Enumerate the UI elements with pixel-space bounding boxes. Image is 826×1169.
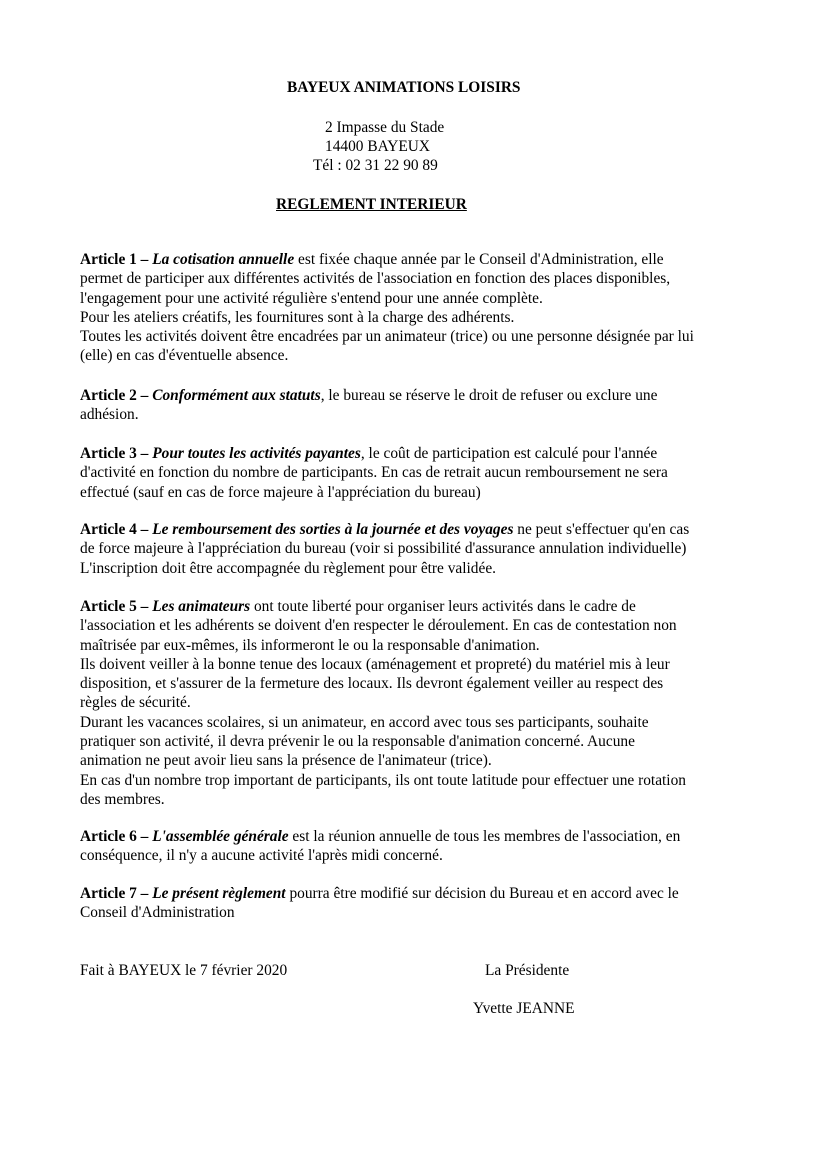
article-4 [80, 520, 750, 578]
article-line: Ils doivent veiller à la bonne tenue des locaux (aménagement et propreté) du matériel mis à leur [80, 655, 670, 673]
article-text: , le bureau se réserve le droit de refuser ou exclure une [320, 387, 658, 404]
article-text: est fixée chaque année par le Conseil d'Administration, elle [294, 251, 664, 268]
article-line: disposition, et s'assurer de la fermeture des locaux. Ils devront également veiller au respect des [80, 675, 664, 693]
address-line-2: 14400 BAYEUX [325, 138, 431, 155]
article-line: l'association et les adhérents se doivent d'en respecter le déroulement. En cas de contestation non [80, 617, 677, 635]
article-line: effectué (sauf en cas de force majeure à l'appréciation du bureau) [80, 483, 481, 501]
article-line: Pour les ateliers créatifs, les fournitures sont à la charge des adhérents. [80, 308, 515, 326]
article-subject: Pour toutes les activités payantes [152, 445, 361, 462]
article-dash: – [136, 885, 153, 902]
article-subject: La cotisation annuelle [152, 251, 295, 268]
article-line: de force majeure à l'appréciation du bureau (voir si possibilité d'assurance annulation individuelle) [80, 540, 687, 558]
article-label: Article 6 [80, 828, 137, 845]
article-1 [80, 250, 750, 366]
article-first-line [80, 827, 750, 846]
article-7 [80, 884, 750, 923]
article-line: Durant les vacances scolaires, si un animateur, en accord avec tous ses participants, souhaite [80, 713, 649, 731]
article-line: (elle) en cas d'éventuelle absence. [80, 347, 289, 365]
article-text: ont toute liberté pour organiser leurs activités dans le cadre de [250, 598, 636, 615]
article-5 [80, 597, 750, 809]
article-label: Article 4 [80, 521, 137, 538]
article-text: est la réunion annuelle de tous les membres de l'association, en [288, 828, 681, 845]
article-label: Article 5 [80, 598, 137, 615]
article-first-line [80, 386, 750, 405]
article-label: Article 1 [80, 251, 137, 268]
article-label: Article 7 [80, 885, 137, 902]
phone-number: Tél : 02 31 22 90 89 [313, 157, 438, 174]
signatory-name: Yvette JEANNE [473, 1000, 575, 1017]
article-dash: – [136, 387, 153, 404]
article-line: pratiquer son activité, il devra prévenir le ou la responsable d'animation concerné. Aucune [80, 733, 635, 751]
signatory-title: La Présidente [485, 962, 570, 979]
article-subject: L'assemblée générale [152, 828, 289, 845]
document-title: REGLEMENT INTERIEUR [276, 196, 467, 213]
article-line: animation ne peut avoir lieu sans la présence de l'animateur (trice). [80, 752, 492, 770]
article-first-line [80, 250, 750, 269]
article-line: d'activité en fonction du nombre de participants. En cas de retrait aucun remboursement ne sera [80, 464, 668, 482]
article-first-line [80, 884, 750, 903]
organization-name: BAYEUX ANIMATIONS LOISIRS [287, 79, 521, 96]
article-subject: Conformément aux statuts [152, 387, 321, 404]
place-and-date: Fait à BAYEUX le 7 février 2020 [80, 962, 288, 979]
article-label: Article 2 [80, 387, 137, 404]
article-line: l'engagement pour une activité régulière s'entend pour une année complète. [80, 289, 543, 307]
address-line-1: 2 Impasse du Stade [325, 119, 445, 136]
article-dash: – [136, 598, 153, 615]
article-line: permet de participer aux différentes activités de l'association en fonction des places disponibles, [80, 270, 671, 288]
article-subject: Le présent règlement [152, 885, 286, 902]
article-line: adhésion. [80, 406, 139, 424]
article-line: En cas d'un nombre trop important de participants, ils ont toute latitude pour effectuer une rotation [80, 771, 686, 789]
article-line: Toutes les activités doivent être encadrées par un animateur (trice) ou une personne désignée par lui [80, 328, 694, 346]
article-line: des membres. [80, 790, 165, 808]
article-label: Article 3 [80, 445, 137, 462]
article-dash: – [136, 521, 153, 538]
article-subject: Le remboursement des sorties à la journée et des voyages [152, 521, 514, 538]
article-text: pourra être modifié sur décision du Bureau et en accord avec le [285, 885, 679, 902]
article-subject: Les animateurs [152, 598, 251, 615]
article-text: ne peut s'effectuer qu'en cas [513, 521, 690, 538]
article-dash: – [136, 445, 153, 462]
article-line: Conseil d'Administration [80, 904, 235, 922]
article-dash: – [136, 828, 153, 845]
article-line: L'inscription doit être accompagnée du règlement pour être validée. [80, 559, 497, 577]
article-dash: – [136, 251, 153, 268]
article-2 [80, 386, 750, 425]
article-first-line [80, 597, 750, 616]
article-6 [80, 827, 750, 866]
article-line: conséquence, il n'y a aucune activité l'après midi concerné. [80, 847, 443, 865]
article-3 [80, 444, 750, 502]
article-first-line [80, 520, 750, 539]
article-line: règles de sécurité. [80, 694, 191, 712]
article-first-line [80, 444, 750, 463]
article-text: , le coût de participation est calculé pour l'année [360, 445, 658, 462]
article-line: maîtrisée par eux-mêmes, ils informeront le ou la responsable d'animation. [80, 636, 540, 654]
